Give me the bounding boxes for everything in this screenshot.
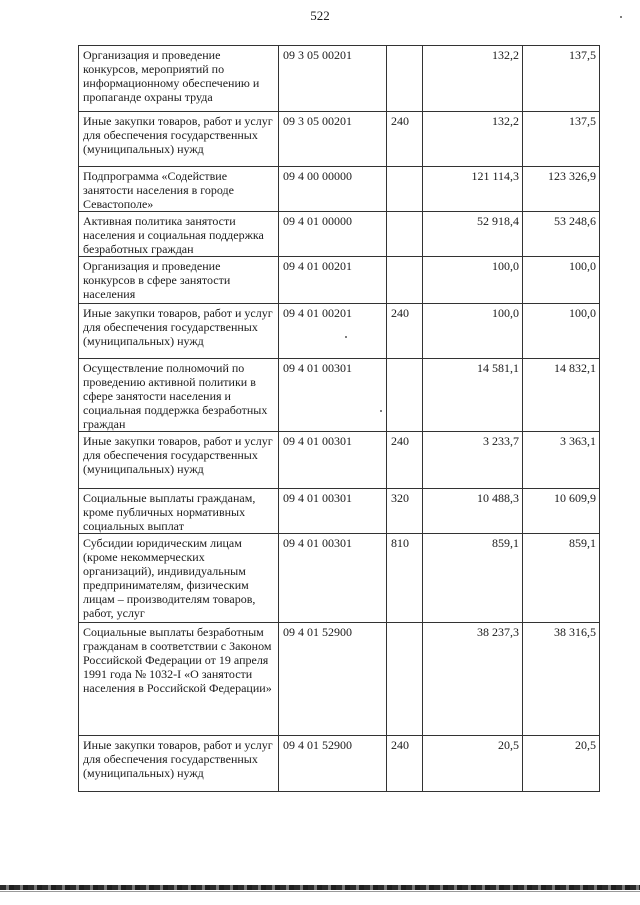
- table-row: [79, 257, 600, 304]
- table-row: [79, 167, 600, 212]
- row-value-1-cell: 859,1: [423, 534, 523, 623]
- page-number: 522: [310, 8, 330, 23]
- row-value-1-cell: 132,2: [423, 46, 523, 112]
- row-name-cell: Иные закупки товаров, работ и услуг для обеспечения государственных (муниципальных) нужд: [79, 304, 279, 359]
- row-type-cell: 320: [387, 489, 423, 534]
- row-code-cell: 09 4 01 00000: [279, 212, 387, 257]
- row-type-cell: 240: [387, 112, 423, 167]
- row-code-cell: 09 4 01 00301: [279, 489, 387, 534]
- table-row: [79, 212, 600, 257]
- row-code-cell: 09 4 01 00301: [279, 432, 387, 489]
- row-code-cell: 09 4 00 00000: [279, 167, 387, 212]
- row-value-1-cell: 100,0: [423, 304, 523, 359]
- table-row: [79, 432, 600, 489]
- scan-edge: [0, 885, 640, 890]
- row-value-1-cell: 20,5: [423, 736, 523, 792]
- row-value-1-cell: 3 233,7: [423, 432, 523, 489]
- row-type-cell: [387, 46, 423, 112]
- scan-speck: [620, 16, 622, 18]
- table-row: [79, 304, 600, 359]
- row-code-cell: 09 4 01 00201: [279, 257, 387, 304]
- scan-speck: [345, 336, 347, 338]
- row-type-cell: [387, 623, 423, 736]
- row-value-2-cell: 20,5: [523, 736, 600, 792]
- row-value-1-cell: 14 581,1: [423, 359, 523, 432]
- row-value-2-cell: 123 326,9: [523, 167, 600, 212]
- scan-edge-line: [0, 891, 640, 892]
- row-name-cell: Иные закупки товаров, работ и услуг для обеспечения государственных (муниципальных) нужд: [79, 112, 279, 167]
- row-value-2-cell: 10 609,9: [523, 489, 600, 534]
- row-name-cell: Иные закупки товаров, работ и услуг для обеспечения государственных (муниципальных) нужд: [79, 736, 279, 792]
- row-type-cell: 240: [387, 432, 423, 489]
- row-value-1-cell: 132,2: [423, 112, 523, 167]
- row-name-cell: Социальные выплаты гражданам, кроме публичных нормативных социальных выплат: [79, 489, 279, 534]
- row-value-2-cell: 137,5: [523, 46, 600, 112]
- row-name-cell: Субсидии юридическим лицам (кроме некоммерческих организаций), индивидуальным предпринимателям, физическим лицам – производителям товаров, работ, услуг: [79, 534, 279, 623]
- scan-speck: [380, 410, 382, 412]
- row-type-cell: [387, 257, 423, 304]
- row-name-cell: Осуществление полномочий по проведению активной политики в сфере занятости населения и социальная поддержка безработных граждан: [79, 359, 279, 432]
- row-code-cell: 09 4 01 00301: [279, 534, 387, 623]
- row-value-1-cell: 38 237,3: [423, 623, 523, 736]
- row-code-cell: 09 4 01 00301: [279, 359, 387, 432]
- row-type-cell: 240: [387, 736, 423, 792]
- row-value-2-cell: 100,0: [523, 257, 600, 304]
- row-code-cell: 09 3 05 00201: [279, 46, 387, 112]
- row-type-cell: [387, 167, 423, 212]
- row-name-cell: Организация и проведение конкурсов, мероприятий по информационному обеспечению и пропаганде охраны труда: [79, 46, 279, 112]
- row-type-cell: 810: [387, 534, 423, 623]
- table-row: [79, 534, 600, 623]
- row-value-2-cell: 38 316,5: [523, 623, 600, 736]
- row-name-cell: Подпрограмма «Содействие занятости населения в городе Севастополе»: [79, 167, 279, 212]
- row-type-cell: [387, 359, 423, 432]
- table-row: [79, 359, 600, 432]
- table-row: [79, 112, 600, 167]
- row-value-1-cell: 10 488,3: [423, 489, 523, 534]
- row-name-cell: Организация и проведение конкурсов в сфере занятости населения: [79, 257, 279, 304]
- row-value-2-cell: 14 832,1: [523, 359, 600, 432]
- table-row: [79, 623, 600, 736]
- table-row: [79, 46, 600, 112]
- row-value-2-cell: 100,0: [523, 304, 600, 359]
- row-name-cell: Иные закупки товаров, работ и услуг для обеспечения государственных (муниципальных) нужд: [79, 432, 279, 489]
- row-value-2-cell: 53 248,6: [523, 212, 600, 257]
- row-value-2-cell: 859,1: [523, 534, 600, 623]
- budget-table: [78, 45, 600, 792]
- row-type-cell: 240: [387, 304, 423, 359]
- table-row: [79, 489, 600, 534]
- row-name-cell: Социальные выплаты безработным гражданам в соответствии с Законом Российской Федерации от 19 апреля 1991 года № 1032-I «О занятости населения в Российской Федерации»: [79, 623, 279, 736]
- row-name-cell: Активная политика занятости населения и социальная поддержка безработных граждан: [79, 212, 279, 257]
- row-value-2-cell: 137,5: [523, 112, 600, 167]
- row-code-cell: 09 3 05 00201: [279, 112, 387, 167]
- row-value-2-cell: 3 363,1: [523, 432, 600, 489]
- row-code-cell: 09 4 01 52900: [279, 623, 387, 736]
- row-code-cell: 09 4 01 00201: [279, 304, 387, 359]
- row-code-cell: 09 4 01 52900: [279, 736, 387, 792]
- row-value-1-cell: 100,0: [423, 257, 523, 304]
- row-value-1-cell: 52 918,4: [423, 212, 523, 257]
- row-type-cell: [387, 212, 423, 257]
- row-value-1-cell: 121 114,3: [423, 167, 523, 212]
- budget-table-body: [79, 46, 600, 792]
- table-row: [79, 736, 600, 792]
